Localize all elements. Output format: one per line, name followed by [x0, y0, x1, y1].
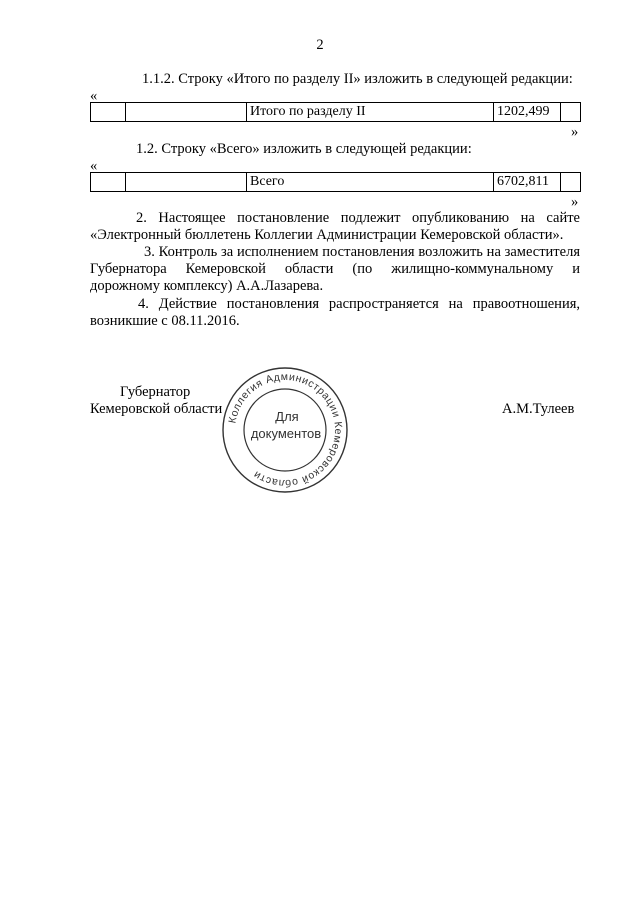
table-cell: [91, 103, 126, 122]
stamp-ring-text: Коллегия Администрации Кемеровской области: [226, 370, 345, 490]
signatory-title-line-1: Губернатор: [120, 384, 191, 400]
stamp-center-line-2: документов: [250, 426, 322, 441]
paragraph-3-line-1: 3. Контроль за исполнением постановления возложить на заместителя: [144, 244, 580, 260]
replacement-row-table-1: [90, 102, 581, 122]
paragraph-2-line-1: 2. Настоящее постановление подлежит опубликованию на сайте: [136, 210, 580, 226]
table-cell-label: Всего: [247, 173, 494, 192]
table-cell-label: Итого по разделу II: [247, 103, 494, 122]
paragraph-1-1-2: 1.1.2. Строку «Итого по разделу II» изложить в следующей редакции:: [142, 71, 573, 87]
table-cell-value: 6702,811: [494, 173, 561, 192]
stamp-center-line-1: Для: [275, 409, 299, 424]
paragraph-4-line-1: 4. Действие постановления распространяется на правоотношения,: [138, 296, 580, 312]
table-cell: [561, 173, 581, 192]
table-cell: [126, 173, 247, 192]
signatory-title-line-2: Кемеровской области: [90, 401, 223, 417]
paragraph-3-line-2: Губернатора Кемеровской области (по жилищно-коммунальному и: [90, 261, 580, 277]
replacement-row-table-2: [90, 172, 581, 192]
table-cell-value: 1202,499: [494, 103, 561, 122]
table-row: [91, 103, 581, 122]
paragraph-2-line-2: «Электронный бюллетень Коллегии Администрации Кемеровской области».: [90, 227, 564, 243]
table-cell: [561, 103, 581, 122]
signatory-name: А.М.Тулеев: [502, 401, 575, 417]
close-quote-1: »: [571, 124, 579, 140]
paragraph-4-line-2: возникшие с 08.11.2016.: [90, 313, 240, 329]
table-cell: [91, 173, 126, 192]
paragraph-3-line-3: дорожному комплексу) А.А.Лазарева.: [90, 278, 324, 294]
open-quote-2: «: [90, 158, 98, 174]
table-cell: [126, 103, 247, 122]
open-quote-1: «: [90, 88, 98, 104]
page-number: 2: [316, 37, 324, 53]
paragraph-1-2: 1.2. Строку «Всего» изложить в следующей редакции:: [136, 141, 472, 157]
table-row: [91, 173, 581, 192]
close-quote-2: »: [571, 194, 579, 210]
official-stamp: [220, 365, 350, 495]
